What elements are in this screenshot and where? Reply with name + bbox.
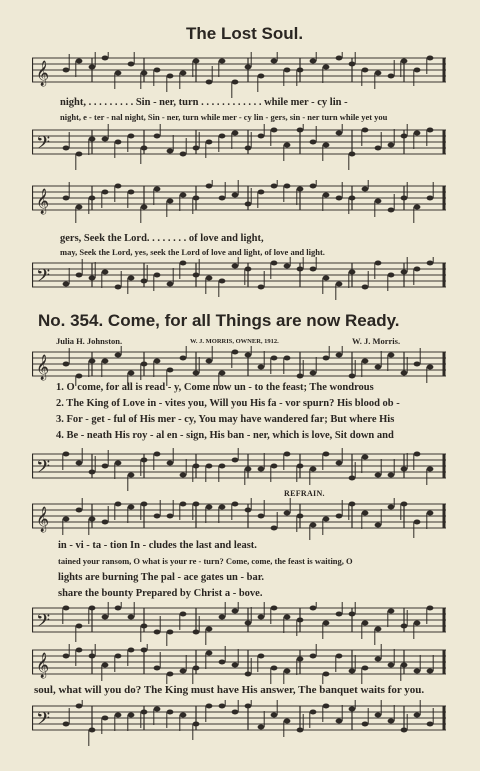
svg-text:𝄞: 𝄞 — [36, 189, 50, 214]
refrain-lyric-line: soul, what will you do? The King must have His answer, The banquet waits for you. — [34, 684, 425, 696]
lyric-line: may, Seek the Lord, yes, seek the Lord of love and light, of love and light. — [60, 247, 325, 257]
hymn-title-come-for-all-things: No. 354. Come, for all Things are now Ready. — [38, 311, 400, 330]
svg-text:𝄢: 𝄢 — [36, 611, 51, 636]
music-staff-1 — [32, 52, 446, 98]
music-staff-4 — [32, 257, 446, 303]
hymn-title-lost-soul: The Lost Soul. — [186, 24, 304, 43]
verse-line-1: 1. O come, for all is read - y, Come now un - to the feast; The wondrous — [56, 382, 374, 393]
svg-text:𝄞: 𝄞 — [36, 507, 50, 532]
svg-text:𝄢: 𝄢 — [36, 133, 51, 158]
lyric-line: night, e - ter - nal night, Sin - ner, turn while mer - cy lin - gers, sin - ner turn while yet you — [60, 112, 388, 122]
composer-credit: W. J. Morris. — [352, 336, 401, 346]
continuation-line-4: share the bounty Prepared by Christ a - bove. — [58, 588, 263, 599]
music-staff-10 — [32, 700, 446, 748]
verse-line-4: 4. Be - neath His roy - al en - sign, His ban - ner, which is love, Sit down and — [56, 430, 394, 441]
music-staff-2 — [32, 124, 446, 172]
svg-text:𝄢: 𝄢 — [36, 266, 51, 291]
music-staff-3 — [32, 180, 446, 228]
continuation-line-2: tained your ransom, O what is your re - turn? Come, come, the feast is waiting, O — [58, 556, 353, 566]
copyright-notice: W. J. MORRIS, OWNER, 1912. — [190, 338, 279, 345]
music-staff-6 — [32, 448, 446, 494]
svg-text:𝄞: 𝄞 — [36, 355, 50, 380]
verse-line-3: 3. For - get - ful of His mer - cy, You may have wandered far; But where His — [56, 414, 395, 425]
verse-line-2: 2. The King of Love in - vites you, Will you His fa - vor spurn? His blood ob - — [56, 398, 400, 409]
svg-text:𝄞: 𝄞 — [36, 61, 50, 86]
refrain-label: REFRAIN. — [284, 489, 325, 498]
continuation-line-1: in - vi - ta - tion In - cludes the last and least. — [58, 540, 257, 551]
music-staff-8 — [32, 602, 446, 646]
author-credit: Julia H. Johnston. — [56, 336, 123, 346]
music-staff-5 — [32, 346, 446, 386]
lyric-line: night, . . . . . . . . . Sin - ner, turn . . . . . . . . . . . . while mer - cy lin - — [60, 97, 348, 108]
continuation-line-3: lights are burning The pal - ace gates un - bar. — [58, 572, 265, 583]
lyric-line: gers, Seek the Lord. . . . . . . . of love and light, — [60, 233, 264, 244]
svg-text:𝄢: 𝄢 — [36, 709, 51, 734]
svg-text:𝄢: 𝄢 — [36, 457, 51, 482]
music-staff-7 — [32, 498, 446, 540]
music-staff-9 — [32, 644, 446, 684]
svg-text:𝄞: 𝄞 — [36, 653, 50, 678]
